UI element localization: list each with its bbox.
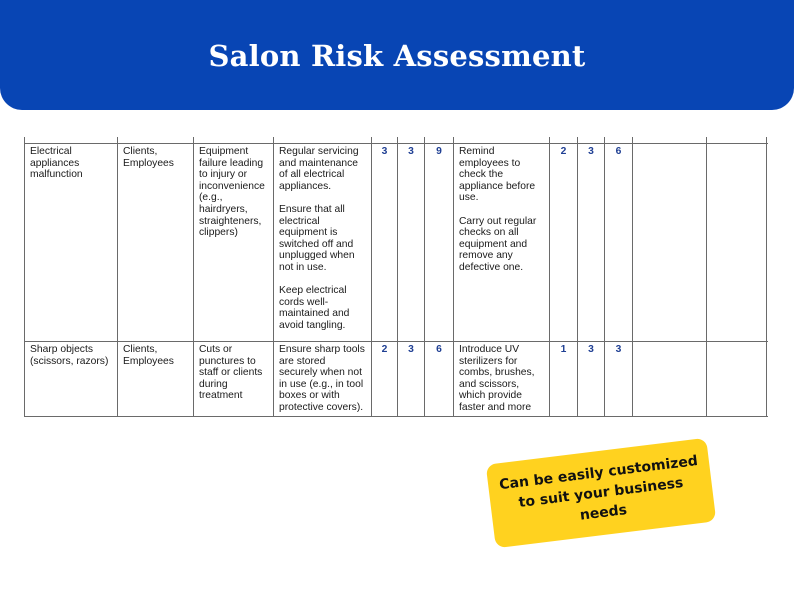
blank-cell: [767, 342, 769, 417]
blank-cell: [633, 144, 707, 342]
further-action-cell: Introduce UV sterilizers for combs, brushes, and scissors, which provide faster and more: [454, 342, 550, 417]
table-row: [25, 144, 769, 342]
hazard-cell: Electrical appliances malfunction: [25, 144, 118, 342]
who-at-risk-cell: Clients, Employees: [118, 342, 194, 417]
customization-callout: [486, 438, 717, 548]
page-title: Salon Risk Assessment: [208, 39, 586, 73]
blank-cell: [633, 342, 707, 417]
residual-severity-cell: 3: [578, 342, 605, 417]
severity-cell: 3: [398, 342, 425, 417]
title-banner: [0, 0, 794, 110]
who-at-risk-cell: Clients, Employees: [118, 144, 194, 342]
residual-likelihood-cell: 2: [550, 144, 578, 342]
hazard-cell: Sharp objects (scissors, razors): [25, 342, 118, 417]
residual-likelihood-cell: 1: [550, 342, 578, 417]
blank-cell: [707, 144, 767, 342]
risk-assessment-sheet: [24, 137, 768, 424]
callout-text: Can be easily customized to suit your business needs: [498, 453, 699, 524]
blank-cell: [707, 342, 767, 417]
risk-rating-cell: 6: [425, 342, 454, 417]
risk-rating-cell: 9: [425, 144, 454, 342]
blank-cell: [767, 144, 769, 342]
residual-risk-cell: 6: [605, 144, 633, 342]
likelihood-cell: 3: [372, 144, 398, 342]
harm-cell: Equipment failure leading to injury or inconvenience (e.g., hairdryers, straighteners, clippers): [194, 144, 274, 342]
controls-cell: Ensure sharp tools are stored securely when not in use (e.g., in tool boxes or with protective covers).: [274, 342, 372, 417]
controls-cell: Regular servicing and maintenance of all electrical appliances. Ensure that all electrical equipment is switched off and unplugged when not in use. Keep electrical cords well-maintained and avoid tangling.: [274, 144, 372, 342]
residual-risk-cell: 3: [605, 342, 633, 417]
harm-cell: Cuts or punctures to staff or clients during treatment: [194, 342, 274, 417]
likelihood-cell: 2: [372, 342, 398, 417]
further-action-cell: Remind employees to check the appliance before use. Carry out regular checks on all equipment and remove any defective one.: [454, 144, 550, 342]
risk-assessment-table: [24, 137, 768, 417]
severity-cell: 3: [398, 144, 425, 342]
residual-severity-cell: 3: [578, 144, 605, 342]
table-row: [25, 342, 769, 417]
